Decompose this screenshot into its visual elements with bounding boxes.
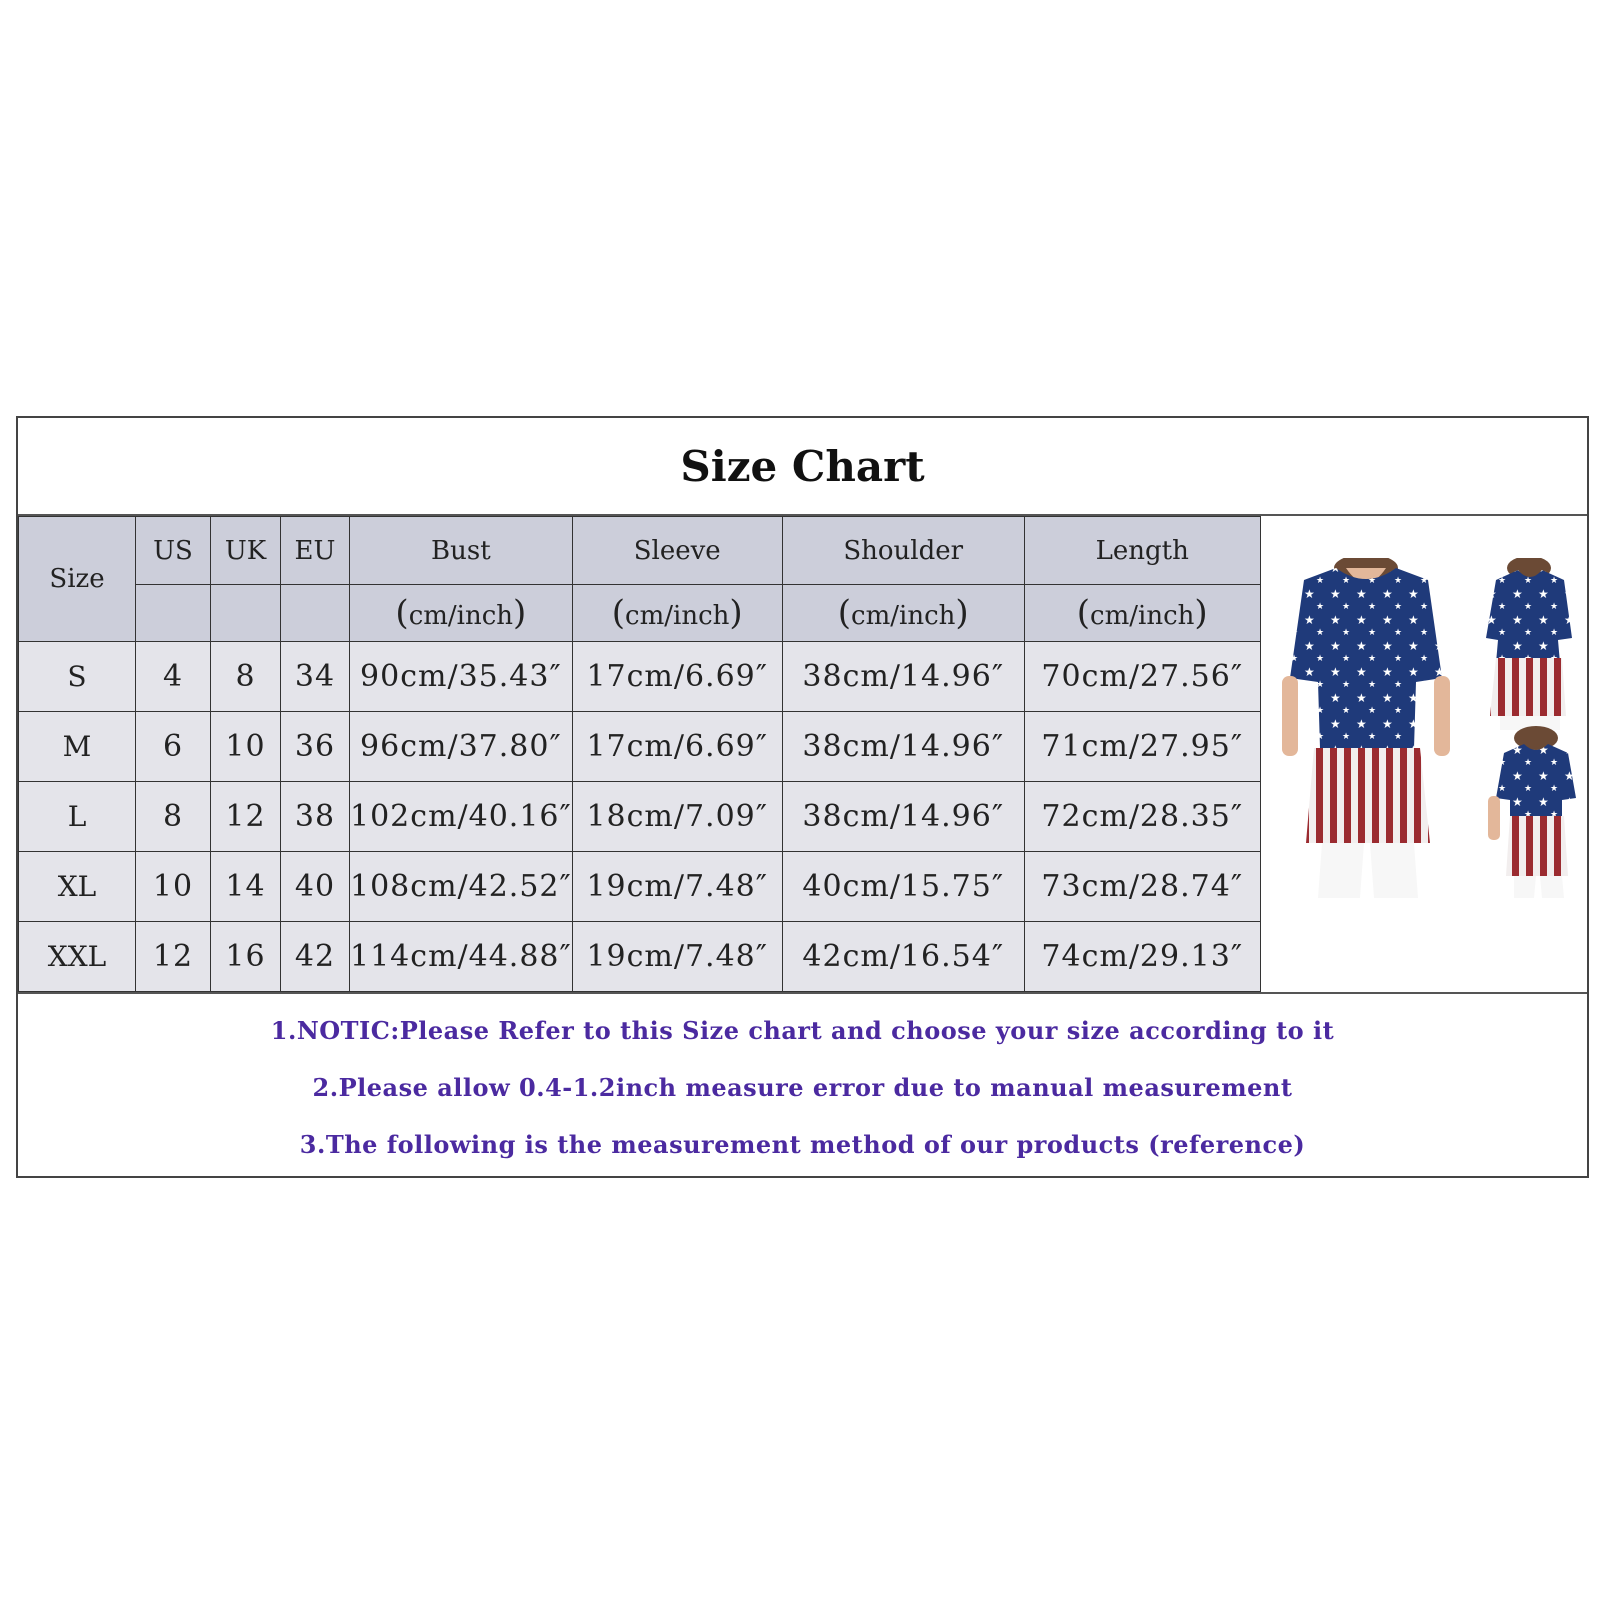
cell-length: 72cm/28.35″	[1024, 782, 1260, 852]
header-row	[19, 517, 1261, 585]
cell-bust: 114cm/44.88″	[350, 922, 573, 992]
cell-eu: 36	[281, 712, 350, 782]
cell-uk: 14	[211, 852, 281, 922]
unit-shoulder: (cm/inch)	[782, 585, 1024, 642]
cell-us: 4	[136, 642, 211, 712]
cell-shoulder: 38cm/14.96″	[782, 642, 1024, 712]
page-title: Size Chart	[18, 418, 1587, 516]
cell-uk: 16	[211, 922, 281, 992]
unit-blank	[136, 585, 211, 642]
notes-section	[18, 992, 1587, 1178]
cell-size: XXL	[19, 922, 136, 992]
cell-bust: 102cm/40.16″	[350, 782, 573, 852]
cell-uk: 10	[211, 712, 281, 782]
cell-us: 12	[136, 922, 211, 992]
unit-blank	[211, 585, 281, 642]
cell-uk: 12	[211, 782, 281, 852]
cell-bust: 90cm/35.43″	[350, 642, 573, 712]
table-row	[19, 712, 1261, 782]
product-photos	[1274, 558, 1579, 898]
unit-label: cm/inch	[625, 601, 730, 631]
cell-shoulder: 42cm/16.54″	[782, 922, 1024, 992]
table-row	[19, 642, 1261, 712]
header-eu: EU	[281, 517, 350, 585]
unit-label: cm/inch	[851, 601, 956, 631]
unit-label: cm/inch	[408, 601, 514, 631]
cell-size: L	[19, 782, 136, 852]
cell-bust: 96cm/37.80″	[350, 712, 573, 782]
main-model-photo	[1274, 558, 1454, 898]
cell-length: 74cm/29.13″	[1024, 922, 1260, 992]
cell-bust: 108cm/42.52″	[350, 852, 573, 922]
note-3: 3.The following is the measurement method of our products (reference)	[299, 1130, 1306, 1159]
cell-shoulder: 40cm/15.75″	[782, 852, 1024, 922]
cell-uk: 8	[211, 642, 281, 712]
note-1: 1.NOTIC:Please Refer to this Size chart and choose your size according to it	[270, 1016, 1335, 1045]
table-row	[19, 782, 1261, 852]
back-model-photo	[1488, 726, 1576, 898]
cell-sleeve: 17cm/6.69″	[572, 712, 782, 782]
header-shoulder: Shoulder	[782, 517, 1024, 585]
cell-eu: 42	[281, 922, 350, 992]
unit-bust: (cm/inch)	[350, 585, 573, 642]
cell-sleeve: 19cm/7.48″	[572, 852, 782, 922]
cell-eu: 38	[281, 782, 350, 852]
size-chart-frame	[16, 416, 1589, 1178]
table-row	[19, 852, 1261, 922]
cell-shoulder: 38cm/14.96″	[782, 782, 1024, 852]
header-bust: Bust	[350, 517, 573, 585]
cell-us: 8	[136, 782, 211, 852]
cell-length: 73cm/28.74″	[1024, 852, 1260, 922]
header-length: Length	[1024, 517, 1260, 585]
size-table	[18, 516, 1261, 992]
header-sleeve: Sleeve	[572, 517, 782, 585]
cell-us: 10	[136, 852, 211, 922]
cell-sleeve: 17cm/6.69″	[572, 642, 782, 712]
unit-length: (cm/inch)	[1024, 585, 1260, 642]
cell-us: 6	[136, 712, 211, 782]
unit-label: cm/inch	[1090, 601, 1195, 631]
cell-size: XL	[19, 852, 136, 922]
cell-size: S	[19, 642, 136, 712]
table-row	[19, 922, 1261, 992]
unit-sleeve: (cm/inch)	[572, 585, 782, 642]
unit-blank	[281, 585, 350, 642]
cell-size: M	[19, 712, 136, 782]
header-size: Size	[19, 517, 136, 642]
header-uk: UK	[211, 517, 281, 585]
unit-row	[19, 585, 1261, 642]
cell-length: 71cm/27.95″	[1024, 712, 1260, 782]
side-model-photo	[1486, 558, 1572, 730]
cell-sleeve: 19cm/7.48″	[572, 922, 782, 992]
cell-eu: 34	[281, 642, 350, 712]
header-us: US	[136, 517, 211, 585]
note-2: 2.Please allow 0.4-1.2inch measure error due to manual measurement	[312, 1073, 1293, 1102]
cell-eu: 40	[281, 852, 350, 922]
cell-length: 70cm/27.56″	[1024, 642, 1260, 712]
cell-sleeve: 18cm/7.09″	[572, 782, 782, 852]
cell-shoulder: 38cm/14.96″	[782, 712, 1024, 782]
